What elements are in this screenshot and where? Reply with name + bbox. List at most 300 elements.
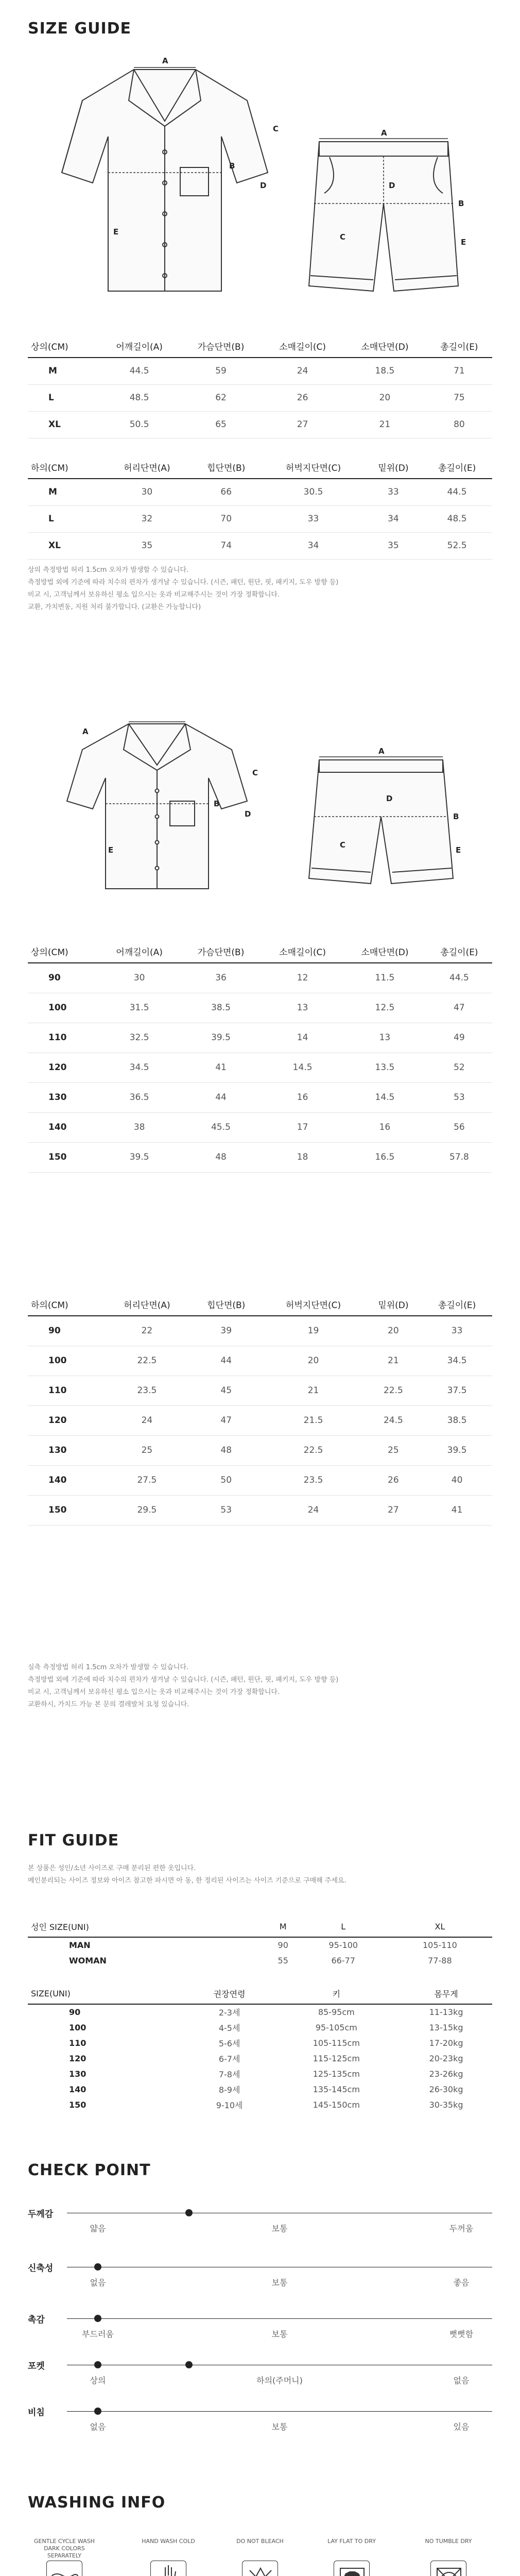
adult-bottom-header-cell: 밑위(D) xyxy=(365,456,422,479)
kids-bottom-cell: 23.5 xyxy=(103,1376,190,1405)
kids-top-header-cell: 소매길이(C) xyxy=(262,940,343,963)
kids-top-cell: 12 xyxy=(262,963,343,993)
check-point-option: 상의 xyxy=(90,2376,106,2385)
adult-top-cell: 48.5 xyxy=(98,384,180,411)
kids-top-cell: 38 xyxy=(98,1112,180,1142)
kids-bottom-cell: 24 xyxy=(262,1495,365,1525)
adult-top-cell: L xyxy=(28,384,98,411)
kids-top-cell: 36.5 xyxy=(98,1082,180,1112)
kids-top-cell: 47 xyxy=(426,993,492,1023)
adult-bottom-row xyxy=(28,479,492,505)
adult-bottom-cell: 66 xyxy=(190,479,262,505)
wash-30-icon xyxy=(46,2561,82,2576)
size-notes-2 xyxy=(28,1662,338,1711)
fit-kids-cell: 5-6세 xyxy=(218,2038,240,2048)
kids-top-cell: 56 xyxy=(426,1112,492,1142)
kids-bottom-cell: 38.5 xyxy=(422,1405,492,1435)
kids-top-cell: 18 xyxy=(262,1142,343,1172)
svg-text:C: C xyxy=(252,768,258,777)
kids-top-cell: 140 xyxy=(28,1112,98,1142)
svg-text:D: D xyxy=(260,181,267,190)
check-point-label: 촉감 xyxy=(28,2315,45,2325)
fit-kids-cell: 26-30kg xyxy=(429,2084,463,2094)
check-point-label: 비침 xyxy=(28,2408,45,2418)
kids-top-cell: 41 xyxy=(180,1053,262,1082)
kids-top-cell: 130 xyxy=(28,1082,98,1112)
kids-top-cell: 39.5 xyxy=(180,1023,262,1053)
size-guide-title: SIZE GUIDE xyxy=(28,20,132,38)
washing-caption: GENTLE CYCLE WASH DARK COLORS SEPARATELY xyxy=(34,2538,95,2559)
check-point-option: 뻣뻣함 xyxy=(449,2329,474,2339)
svg-text:A: A xyxy=(378,747,385,756)
fit-kids-cell: 8-9세 xyxy=(218,2084,240,2095)
fit-adult-header-cell: XL xyxy=(388,1917,492,1937)
kids-bottom-cell: 37.5 xyxy=(422,1376,492,1405)
fit-kids-cell: 13-15kg xyxy=(429,2022,463,2032)
adult-bottom-cell: L xyxy=(28,505,103,532)
adult-top-header-cell: 소매단면(D) xyxy=(343,335,426,358)
svg-text:E: E xyxy=(108,845,114,855)
kids-bottom-cell: 19 xyxy=(262,1316,365,1346)
adult-top-header-cell: 가슴단면(B) xyxy=(180,335,262,358)
fit-kids-cell: 2-3세 xyxy=(218,2008,240,2018)
kids-bottom-cell: 50 xyxy=(190,1465,262,1495)
fit-intro-line: 본 상품은 성인/소년 사이즈로 구매 분리된 편한 옷입니다. xyxy=(28,1865,196,1872)
check-point-label: 신축성 xyxy=(28,2263,54,2274)
kids-bottom-cell: 33 xyxy=(422,1316,492,1346)
kids-top-cell: 32.5 xyxy=(98,1023,180,1053)
adult-top-cell: 50.5 xyxy=(98,411,180,438)
fit-kids-cell: 145-150cm xyxy=(313,2099,360,2110)
adult-top-cell: 21 xyxy=(343,411,426,438)
adult-bottom-cell: 35 xyxy=(103,532,190,559)
kids-bottom-cell: 130 xyxy=(28,1435,103,1465)
fit-kids-cell: 7-8세 xyxy=(218,2069,240,2079)
check-point-marker xyxy=(94,2263,101,2270)
kids-top-row xyxy=(28,1082,492,1112)
check-point-option: 없음 xyxy=(90,2278,106,2287)
kids-bottom-cell: 150 xyxy=(28,1495,103,1525)
fit-kids-cell: 20-23kg xyxy=(429,2053,463,2063)
svg-text:D: D xyxy=(245,809,251,819)
kids-top-cell: 11.5 xyxy=(343,963,426,993)
adult-bottom-cell: 70 xyxy=(190,505,262,532)
kids-bottom-header-cell: 허리단면(A) xyxy=(103,1293,190,1316)
kids-bottom-cell: 25 xyxy=(365,1435,422,1465)
kids-bottom-cell: 22.5 xyxy=(365,1376,422,1405)
fit-adult-cell: 95-100 xyxy=(328,1940,358,1950)
kids-top-header-cell: 어깨길이(A) xyxy=(98,940,180,963)
adult-bottom-header-cell: 힙단면(B) xyxy=(190,456,262,479)
adult-bottom-row xyxy=(28,532,492,559)
adult-top-cell: 62 xyxy=(180,384,262,411)
adult-bottom-cell: 34 xyxy=(365,505,422,532)
kids-top-cell: 31.5 xyxy=(98,993,180,1023)
adult-top-header-cell: 소매길이(C) xyxy=(262,335,343,358)
kids-top-cell: 38.5 xyxy=(180,993,262,1023)
fit-kids-header-cell: 키 xyxy=(273,1984,401,2004)
fit-kids-cell: 150 xyxy=(69,2099,86,2110)
washing-caption: DO NOT BLEACH xyxy=(236,2538,284,2545)
kids-bottom-cell: 44 xyxy=(190,1346,262,1376)
kids-bottom-cell: 26 xyxy=(365,1465,422,1495)
kids-bottom-row xyxy=(28,1405,492,1435)
fit-guide-title: FIT GUIDE xyxy=(28,1832,119,1850)
adult-fit-table xyxy=(28,1917,492,1968)
kids-top-row xyxy=(28,1023,492,1053)
fit-kids-cell: 115-125cm xyxy=(313,2053,360,2063)
svg-text:E: E xyxy=(456,845,461,855)
kids-bottom-row xyxy=(28,1346,492,1376)
kids-bottom-cell: 90 xyxy=(28,1316,103,1346)
adult-top-row xyxy=(28,384,492,411)
kids-bottom-cell: 100 xyxy=(28,1346,103,1376)
fit-kids-cell: 90 xyxy=(69,2007,81,2017)
kids-top-cell: 90 xyxy=(28,963,98,993)
washing-item xyxy=(31,2535,98,2576)
kids-bottom-cell: 48 xyxy=(190,1435,262,1465)
washing-caption: NO TUMBLE DRY xyxy=(425,2538,472,2545)
kids-bottom-cell: 21 xyxy=(262,1376,365,1405)
adult-top-cell: 27 xyxy=(262,411,343,438)
kids-shorts-drawing xyxy=(309,760,453,884)
kids-top-cell: 150 xyxy=(28,1142,98,1172)
fit-kids-header-cell: SIZE(UNI) xyxy=(28,1984,186,2004)
size-note-line: 비교 시, 고객님께서 보유하신 평소 입으시는 옷과 비교해주시는 것이 가장 정확합니다. xyxy=(28,591,280,599)
check-point-label: 두께감 xyxy=(28,2209,54,2219)
fit-kids-row xyxy=(28,2004,492,2020)
kids-bottom-header-cell: 허벅지단면(C) xyxy=(262,1293,365,1316)
check-point-option: 하의(주머니) xyxy=(256,2376,303,2385)
adult-top-cell: 24 xyxy=(262,358,343,384)
svg-text:E: E xyxy=(113,227,119,236)
adult-top-cell: 26 xyxy=(262,384,343,411)
kids-bottom-cell: 47 xyxy=(190,1405,262,1435)
kids-size-diagram xyxy=(51,714,469,904)
washing-item xyxy=(415,2535,482,2576)
kids-top-row xyxy=(28,993,492,1023)
size-note-line: 상의 측정방법 허리 1.5cm 오차가 발생할 수 있습니다. xyxy=(28,566,189,574)
kids-bottom-cell: 21.5 xyxy=(262,1405,365,1435)
kids-bottom-cell: 40 xyxy=(422,1465,492,1495)
check-point-marker xyxy=(185,2361,193,2368)
fit-kids-cell: 11-13kg xyxy=(429,2007,463,2017)
kids-bottom-cell: 27 xyxy=(365,1495,422,1525)
fit-adult-cell: 55 xyxy=(278,1955,288,1965)
fit-kids-header-cell: 몸무게 xyxy=(400,1984,492,2004)
svg-text:C: C xyxy=(340,232,346,242)
fit-kids-cell: 110 xyxy=(69,2038,86,2048)
adult-bottom-cell: XL xyxy=(28,532,103,559)
size-note-line: 교환, 가치변동, 지원 처리 불가합니다. (교환은 가능합니다) xyxy=(28,603,201,611)
adult-bottom-cell: 33 xyxy=(365,479,422,505)
svg-text:C: C xyxy=(273,124,279,133)
washing-caption: LAY FLAT TO DRY xyxy=(327,2538,376,2545)
washing-info-title: WASHING INFO xyxy=(28,2494,166,2512)
kids-top-cell: 16 xyxy=(262,1082,343,1112)
fit-adult-header-cell: M xyxy=(267,1917,299,1937)
kids-top-cell: 57.8 xyxy=(426,1142,492,1172)
kids-bottom-cell: 29.5 xyxy=(103,1495,190,1525)
adult-bottom-cell: 33 xyxy=(262,505,365,532)
washing-item xyxy=(318,2535,385,2576)
adult-bottom-cell: 48.5 xyxy=(422,505,492,532)
adult-top-cell: 20 xyxy=(343,384,426,411)
adult-shirt-drawing xyxy=(62,70,268,291)
kids-bottom-row xyxy=(28,1376,492,1405)
check-point-option: 좋음 xyxy=(453,2278,470,2287)
fit-kids-header-cell: 권장연령 xyxy=(186,1984,273,2004)
kids-bottom-header-cell: 총길이(E) xyxy=(422,1293,492,1316)
kids-top-header-cell: 총길이(E) xyxy=(426,940,492,963)
kids-top-cell: 13 xyxy=(343,1023,426,1053)
kids-bottom-row xyxy=(28,1465,492,1495)
check-point-marker xyxy=(94,2361,101,2368)
adult-bottom-cell: M xyxy=(28,479,103,505)
kids-bottom-cell: 22.5 xyxy=(103,1346,190,1376)
no-bleach-icon xyxy=(242,2561,278,2576)
fit-guide-intro xyxy=(28,1862,346,1887)
kids-top-cell: 49 xyxy=(426,1023,492,1053)
fit-kids-row xyxy=(28,2020,492,2035)
svg-text:D: D xyxy=(389,181,395,190)
check-point-option: 부드러움 xyxy=(82,2329,114,2339)
fit-intro-line: 메인분리되는 사이즈 정보와 아이즈 참고한 파시면 아 동, 한 정리된 사이즈는 사이즈 기준으로 구매해 주세요. xyxy=(28,1877,346,1885)
check-point-option: 없음 xyxy=(453,2376,470,2385)
fit-adult-cell: WOMAN xyxy=(69,1955,107,1965)
adult-top-header-cell: 어깨길이(A) xyxy=(98,335,180,358)
kids-bottom-cell: 21 xyxy=(365,1346,422,1376)
kids-top-cell: 16.5 xyxy=(343,1142,426,1172)
adult-top-cell: 71 xyxy=(426,358,492,384)
fit-kids-row xyxy=(28,2035,492,2050)
check-point-option: 보통 xyxy=(271,2278,288,2287)
kids-top-row xyxy=(28,1142,492,1172)
svg-text:B: B xyxy=(229,161,235,171)
kids-top-cell: 30 xyxy=(98,963,180,993)
hand-wash-icon xyxy=(150,2561,186,2576)
check-point-option: 보통 xyxy=(271,2329,288,2339)
adult-top-header-cell: 상의(CM) xyxy=(28,335,98,358)
fit-kids-cell: 30-35kg xyxy=(429,2099,463,2110)
check-point-option: 두꺼움 xyxy=(449,2224,474,2233)
kids-top-cell: 110 xyxy=(28,1023,98,1053)
kids-bottom-cell: 22.5 xyxy=(262,1435,365,1465)
kids-top-cell: 45.5 xyxy=(180,1112,262,1142)
check-point-label: 포켓 xyxy=(28,2361,45,2371)
lay-flat-dry-icon xyxy=(334,2561,370,2576)
check-point-scale-line xyxy=(67,2411,492,2412)
adult-top-cell: 18.5 xyxy=(343,358,426,384)
kids-bottom-row xyxy=(28,1435,492,1465)
adult-bottom-row xyxy=(28,505,492,532)
kids-bottom-cell: 22 xyxy=(103,1316,190,1346)
fit-kids-cell: 23-26kg xyxy=(429,2069,463,2079)
kids-top-cell: 44 xyxy=(180,1082,262,1112)
svg-text:B: B xyxy=(453,812,459,821)
adult-top-row xyxy=(28,411,492,438)
adult-bottom-cell: 30.5 xyxy=(262,479,365,505)
adult-bottom-header-cell: 허벅지단면(C) xyxy=(262,456,365,479)
adult-top-cell: 44.5 xyxy=(98,358,180,384)
kids-top-cell: 14.5 xyxy=(262,1053,343,1082)
kids-bottom-cell: 25 xyxy=(103,1435,190,1465)
kids-bottom-cell: 39 xyxy=(190,1316,262,1346)
fit-kids-cell: 4-5세 xyxy=(218,2023,240,2033)
svg-text:B: B xyxy=(458,199,464,208)
check-point-option: 없음 xyxy=(90,2422,106,2432)
kids-bottom-cell: 34.5 xyxy=(422,1346,492,1376)
kids-top-row xyxy=(28,1053,492,1082)
fit-kids-cell: 105-115cm xyxy=(313,2038,360,2048)
adult-top-cell: 59 xyxy=(180,358,262,384)
fit-kids-cell: 120 xyxy=(69,2053,86,2063)
kids-bottom-cell: 20 xyxy=(262,1346,365,1376)
fit-kids-row xyxy=(28,2097,492,2112)
svg-text:A: A xyxy=(82,727,89,736)
kids-top-row xyxy=(28,1112,492,1142)
adult-bottom-header-cell: 총길이(E) xyxy=(422,456,492,479)
fit-adult-cell: 105-110 xyxy=(422,1940,457,1950)
adult-top-cell: 75 xyxy=(426,384,492,411)
kids-bottom-cell: 24 xyxy=(103,1405,190,1435)
adult-top-cell: 65 xyxy=(180,411,262,438)
fit-kids-cell: 125-135cm xyxy=(313,2069,360,2079)
adult-bottom-cell: 74 xyxy=(190,532,262,559)
fit-adult-row xyxy=(28,1937,492,1953)
svg-text:C: C xyxy=(340,840,346,850)
kids-top-header-cell: 상의(CM) xyxy=(28,940,98,963)
kids-shirt-drawing xyxy=(67,724,247,889)
kids-bottom-cell: 24.5 xyxy=(365,1405,422,1435)
kids-bottom-cell: 120 xyxy=(28,1405,103,1435)
kids-top-cell: 13.5 xyxy=(343,1053,426,1082)
kids-top-cell: 12.5 xyxy=(343,993,426,1023)
adult-bottom-cell: 35 xyxy=(365,532,422,559)
fit-kids-row xyxy=(28,2050,492,2066)
kids-bottom-cell: 39.5 xyxy=(422,1435,492,1465)
kids-top-cell: 16 xyxy=(343,1112,426,1142)
adult-top-cell: XL xyxy=(28,411,98,438)
fit-kids-row xyxy=(28,2066,492,2081)
fit-kids-cell: 95-105cm xyxy=(315,2022,357,2032)
fit-adult-row xyxy=(28,1953,492,1968)
kids-bottom-header-cell: 밑위(D) xyxy=(365,1293,422,1316)
fit-kids-cell: 17-20kg xyxy=(429,2038,463,2048)
svg-text:E: E xyxy=(461,238,466,247)
check-point-option: 있음 xyxy=(453,2422,470,2432)
check-point-option: 보통 xyxy=(271,2422,288,2432)
check-point-marker xyxy=(94,2315,101,2322)
washing-item xyxy=(135,2535,202,2576)
size-note-line: 측정방법 외에 기준에 따라 치수의 편차가 생겨날 수 있습니다. (시즌, 패턴, 원단, 핏, 패키지, 도우 방향 등) xyxy=(28,579,339,586)
fit-kids-cell: 100 xyxy=(69,2022,86,2032)
kids-top-cell: 53 xyxy=(426,1082,492,1112)
adult-bottom-cell: 32 xyxy=(103,505,190,532)
no-tumble-dry-icon xyxy=(430,2561,466,2576)
fit-adult-header-cell: L xyxy=(299,1917,388,1937)
fit-kids-cell: 9-10세 xyxy=(216,2100,243,2110)
size-note-line: 실측 측정방법 허리 1.5cm 오차가 발생할 수 있습니다. xyxy=(28,1664,189,1671)
adult-bottom-cell: 52.5 xyxy=(422,532,492,559)
fit-kids-cell: 140 xyxy=(69,2084,86,2094)
kids-top-cell: 13 xyxy=(262,993,343,1023)
size-note-line: 측정방법 외에 기준에 따라 치수의 편차가 생겨날 수 있습니다. (시즌, 패턴, 원단, 핏, 패키지, 도우 방향 등) xyxy=(28,1676,339,1684)
kids-top-cell: 34.5 xyxy=(98,1053,180,1082)
kids-bottom-header-cell: 하의(CM) xyxy=(28,1293,103,1316)
adult-bottom-size-table xyxy=(28,456,492,560)
kids-top-row xyxy=(28,963,492,993)
fit-kids-row xyxy=(28,2081,492,2097)
svg-text:B: B xyxy=(214,799,220,808)
adult-bottom-cell: 34 xyxy=(262,532,365,559)
kids-bottom-cell: 27.5 xyxy=(103,1465,190,1495)
kids-top-size-table xyxy=(28,940,492,1173)
adult-bottom-header-cell: 하의(CM) xyxy=(28,456,103,479)
fit-kids-cell: 130 xyxy=(69,2069,86,2079)
adult-size-diagram xyxy=(51,49,469,317)
kids-top-header-cell: 가슴단면(B) xyxy=(180,940,262,963)
size-note-line: 교환하시, 가치드 가능 본 문의 결레발처 요청 있습니다. xyxy=(28,1701,189,1708)
kids-top-cell: 100 xyxy=(28,993,98,1023)
kids-bottom-cell: 53 xyxy=(190,1495,262,1525)
check-point-marker xyxy=(94,2408,101,2415)
kids-bottom-cell: 110 xyxy=(28,1376,103,1405)
fit-adult-cell: 90 xyxy=(278,1940,288,1950)
adult-top-header-cell: 총길이(E) xyxy=(426,335,492,358)
kids-bottom-cell: 45 xyxy=(190,1376,262,1405)
kids-bottom-cell: 20 xyxy=(365,1316,422,1346)
check-point-scale-line xyxy=(67,2318,492,2319)
kids-bottom-size-table xyxy=(28,1293,492,1526)
fit-adult-cell: 77-88 xyxy=(428,1955,452,1965)
kids-top-cell: 39.5 xyxy=(98,1142,180,1172)
kids-top-cell: 14.5 xyxy=(343,1082,426,1112)
check-point-option: 보통 xyxy=(271,2224,288,2233)
fit-adult-header-cell: 성인 SIZE(UNI) xyxy=(28,1917,267,1937)
kids-bottom-header-cell: 힙단면(B) xyxy=(190,1293,262,1316)
kids-top-cell: 120 xyxy=(28,1053,98,1082)
kids-top-cell: 52 xyxy=(426,1053,492,1082)
adult-top-size-table xyxy=(28,335,492,438)
size-note-line: 비교 시, 고객님께서 보유하신 평소 입으시는 옷과 비교해주시는 것이 가장 정확합니다. xyxy=(28,1688,280,1696)
kids-fit-table xyxy=(28,1984,492,2112)
kids-top-header-cell: 소매단면(D) xyxy=(343,940,426,963)
kids-top-cell: 17 xyxy=(262,1112,343,1142)
fit-kids-cell: 6-7세 xyxy=(218,2054,240,2064)
check-point-marker xyxy=(185,2209,193,2216)
kids-bottom-cell: 41 xyxy=(422,1495,492,1525)
adult-bottom-header-cell: 허리단면(A) xyxy=(103,456,190,479)
kids-bottom-cell: 140 xyxy=(28,1465,103,1495)
size-notes-1 xyxy=(28,564,338,614)
adult-top-row xyxy=(28,358,492,384)
washing-caption: HAND WASH COLD xyxy=(142,2538,195,2545)
adult-bottom-cell: 30 xyxy=(103,479,190,505)
kids-bottom-row xyxy=(28,1495,492,1525)
kids-bottom-row xyxy=(28,1316,492,1346)
kids-bottom-cell: 23.5 xyxy=(262,1465,365,1495)
fit-adult-cell: MAN xyxy=(69,1940,91,1950)
kids-top-cell: 48 xyxy=(180,1142,262,1172)
washing-item xyxy=(227,2535,293,2576)
fit-adult-cell: 66-77 xyxy=(331,1955,355,1965)
kids-top-cell: 36 xyxy=(180,963,262,993)
kids-top-cell: 44.5 xyxy=(426,963,492,993)
check-point-option: 얇음 xyxy=(90,2224,106,2233)
fit-kids-cell: 85-95cm xyxy=(318,2007,355,2017)
svg-text:A: A xyxy=(162,56,168,65)
